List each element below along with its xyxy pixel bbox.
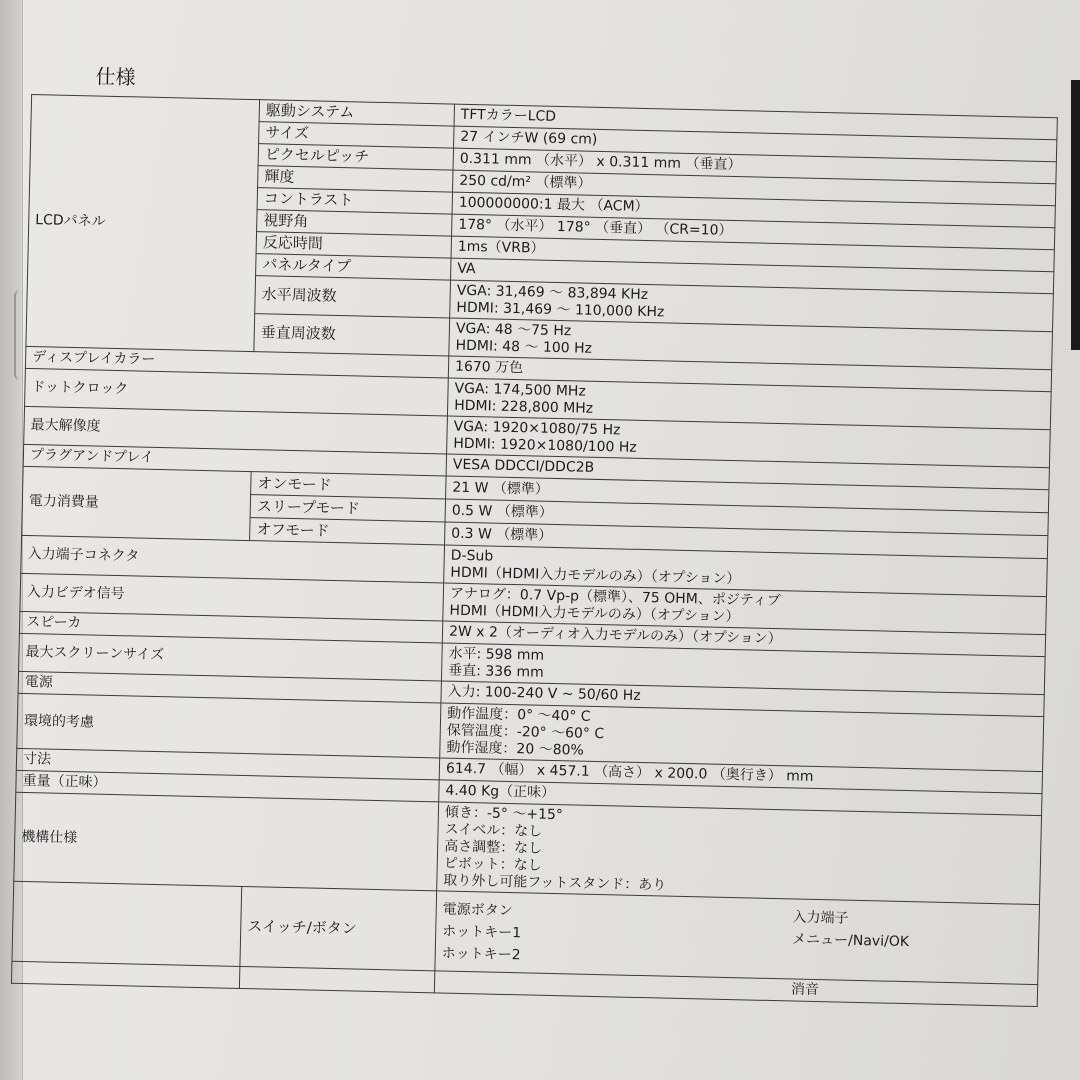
value-line: 178° （水平） 178° （垂直） （CR=10） bbox=[458, 216, 733, 239]
max-resolution-row-label: 最大解像度 bbox=[24, 406, 448, 454]
spec-sub-label: ピクセルピッチ bbox=[258, 144, 453, 170]
environment-row-label: 環境的考慮 bbox=[17, 693, 441, 758]
value-line: HDMI: 228,800 MHz bbox=[454, 397, 594, 417]
value-line: VA bbox=[457, 260, 476, 278]
power-mode-label: オンモード bbox=[251, 472, 446, 499]
spec-table bbox=[11, 94, 1058, 1007]
spec-sub-label: 視野角 bbox=[257, 210, 452, 236]
mechanical-row-label: 機構仕様 bbox=[14, 792, 439, 891]
value-line: HDMI: 1920×1080/100 Hz bbox=[453, 435, 637, 456]
switches-value bbox=[435, 891, 1040, 985]
value-line: 27 インチW (69 cm) bbox=[460, 128, 598, 148]
spec-sub-label: 反応時間 bbox=[256, 232, 451, 258]
value-line: 614.7 （幅） x 457.1 （高さ） x 200.0 （奥行き） mm bbox=[445, 760, 814, 785]
switches-label: スイッチ/ボタン bbox=[240, 886, 437, 970]
switch-item: メニュー/Navi/OK bbox=[791, 930, 910, 950]
display-color-row-label: ディスプレイカラー bbox=[25, 346, 448, 378]
switch-item: ホットキー1 bbox=[442, 923, 522, 941]
partial-cell bbox=[11, 961, 239, 988]
switch-item: 消音 bbox=[790, 981, 820, 999]
value-line: VESA DDCCI/DDC2B bbox=[452, 456, 595, 476]
dimensions-row-label: 寸法 bbox=[16, 748, 439, 780]
value-line: 水平: 598 mm bbox=[448, 645, 545, 664]
mechanical-row-value bbox=[437, 802, 1042, 905]
value-line: HDMI: 31,469 ～ 110,000 KHz bbox=[456, 299, 665, 320]
value-line: ピボット：なし bbox=[443, 855, 542, 874]
power-consumption-label: 電力消費量 bbox=[22, 466, 252, 540]
spec-sub-label: 駆動システム bbox=[259, 100, 454, 126]
spec-sub-label: 垂直周波数 bbox=[254, 314, 450, 356]
value-line: 0.3 W （標準） bbox=[451, 525, 553, 544]
spec-sub-label: パネルタイプ bbox=[256, 254, 451, 280]
spec-sub-label: 水平周波数 bbox=[255, 276, 451, 318]
value-line: TFTカラーLCD bbox=[460, 106, 557, 125]
value-line: 傾き：-5° ～+15° bbox=[444, 804, 564, 823]
lcd-panel-label: LCDパネル bbox=[26, 95, 260, 352]
value-line: 入力: 100-240 V ~ 50/60 Hz bbox=[447, 683, 641, 704]
switches-left-column bbox=[442, 898, 683, 969]
input-connector-row-label: 入力端子コネクタ bbox=[21, 535, 445, 583]
switch-item: ホットキー2 bbox=[441, 945, 521, 963]
value-line: 高さ調整：なし bbox=[444, 838, 543, 857]
value-line: 21 W （標準） bbox=[452, 479, 550, 498]
value-line: HDMI: 48 ～ 100 Hz bbox=[455, 337, 593, 357]
value-line: 保管温度：-20° ～60° C bbox=[446, 722, 605, 742]
value-line: VGA: 174,500 MHz bbox=[454, 380, 586, 400]
speaker-row-label: スピーカ bbox=[19, 611, 442, 643]
value-line: 4.40 Kg（正味） bbox=[445, 782, 556, 802]
switch-item: 入力端子 bbox=[792, 908, 849, 927]
value-line: 1670 万色 bbox=[454, 358, 524, 377]
value-line: 取り外し可能フットスタンド：あり bbox=[443, 872, 667, 894]
value-line: アナログ：0.7 Vp-p（標準）、75 OHM、ポジティブ bbox=[449, 585, 781, 609]
value-line: VGA: 48 ～75 Hz bbox=[455, 320, 572, 339]
spec-sub-label: 輝度 bbox=[258, 166, 453, 192]
value-line: 250 cd/m² （標準） bbox=[459, 172, 592, 192]
value-line: 動作湿度：20 ～80% bbox=[446, 739, 584, 759]
value-line: スイベル：なし bbox=[444, 821, 543, 840]
value-line: 動作温度：0° ～40° C bbox=[447, 705, 591, 725]
value-line: D-Sub bbox=[450, 547, 494, 565]
plug-and-play-row-label: プラグアンドプレイ bbox=[23, 444, 446, 476]
weight-row-label: 重量（正味） bbox=[16, 770, 439, 802]
switch-item: 電源ボタン bbox=[442, 901, 513, 919]
power-mode-label: オフモード bbox=[250, 518, 445, 545]
value-line: HDMI（HDMI入力モデルのみ）（オプション） bbox=[450, 564, 741, 587]
switches-right-column bbox=[791, 906, 1032, 977]
power-mode-label: スリープモード bbox=[250, 495, 445, 522]
value-line: 1ms（VRB） bbox=[457, 238, 545, 257]
switches-columns bbox=[442, 898, 1033, 977]
spec-sub-label: コントラスト bbox=[257, 188, 452, 214]
spec-sub-label: サイズ bbox=[259, 122, 454, 148]
value-line: 0.311 mm （水平） x 0.311 mm （垂直） bbox=[459, 150, 742, 174]
switch-item bbox=[791, 950, 1031, 977]
value-line: HDMI（HDMI入力モデルのみ）（オプション） bbox=[449, 602, 740, 625]
value-line: VGA: 31,469 ～ 83,894 KHz bbox=[456, 282, 649, 303]
input-video-row-label: 入力ビデオ信号 bbox=[20, 573, 444, 621]
value-line: 2W x 2（オーディオ入力モデルのみ）（オプション） bbox=[448, 623, 782, 648]
power-row-label: 電源 bbox=[18, 671, 441, 703]
spec-section bbox=[11, 56, 1068, 1007]
switches-category-cell bbox=[12, 881, 242, 966]
dark-object-edge bbox=[1071, 80, 1080, 350]
value-line: 垂直: 336 mm bbox=[447, 662, 544, 681]
value-line: 100000000:1 最大 （ACM） bbox=[458, 194, 649, 216]
page-title: 仕様 bbox=[95, 64, 136, 90]
max-screen-row-label: 最大スクリーンサイズ bbox=[19, 633, 443, 681]
partial-cell bbox=[239, 966, 434, 992]
value-line: VGA: 1920×1080/75 Hz bbox=[453, 418, 621, 438]
dot-clock-row-label: ドットクロック bbox=[25, 368, 449, 416]
value-line: 0.5 W （標準） bbox=[451, 502, 553, 521]
